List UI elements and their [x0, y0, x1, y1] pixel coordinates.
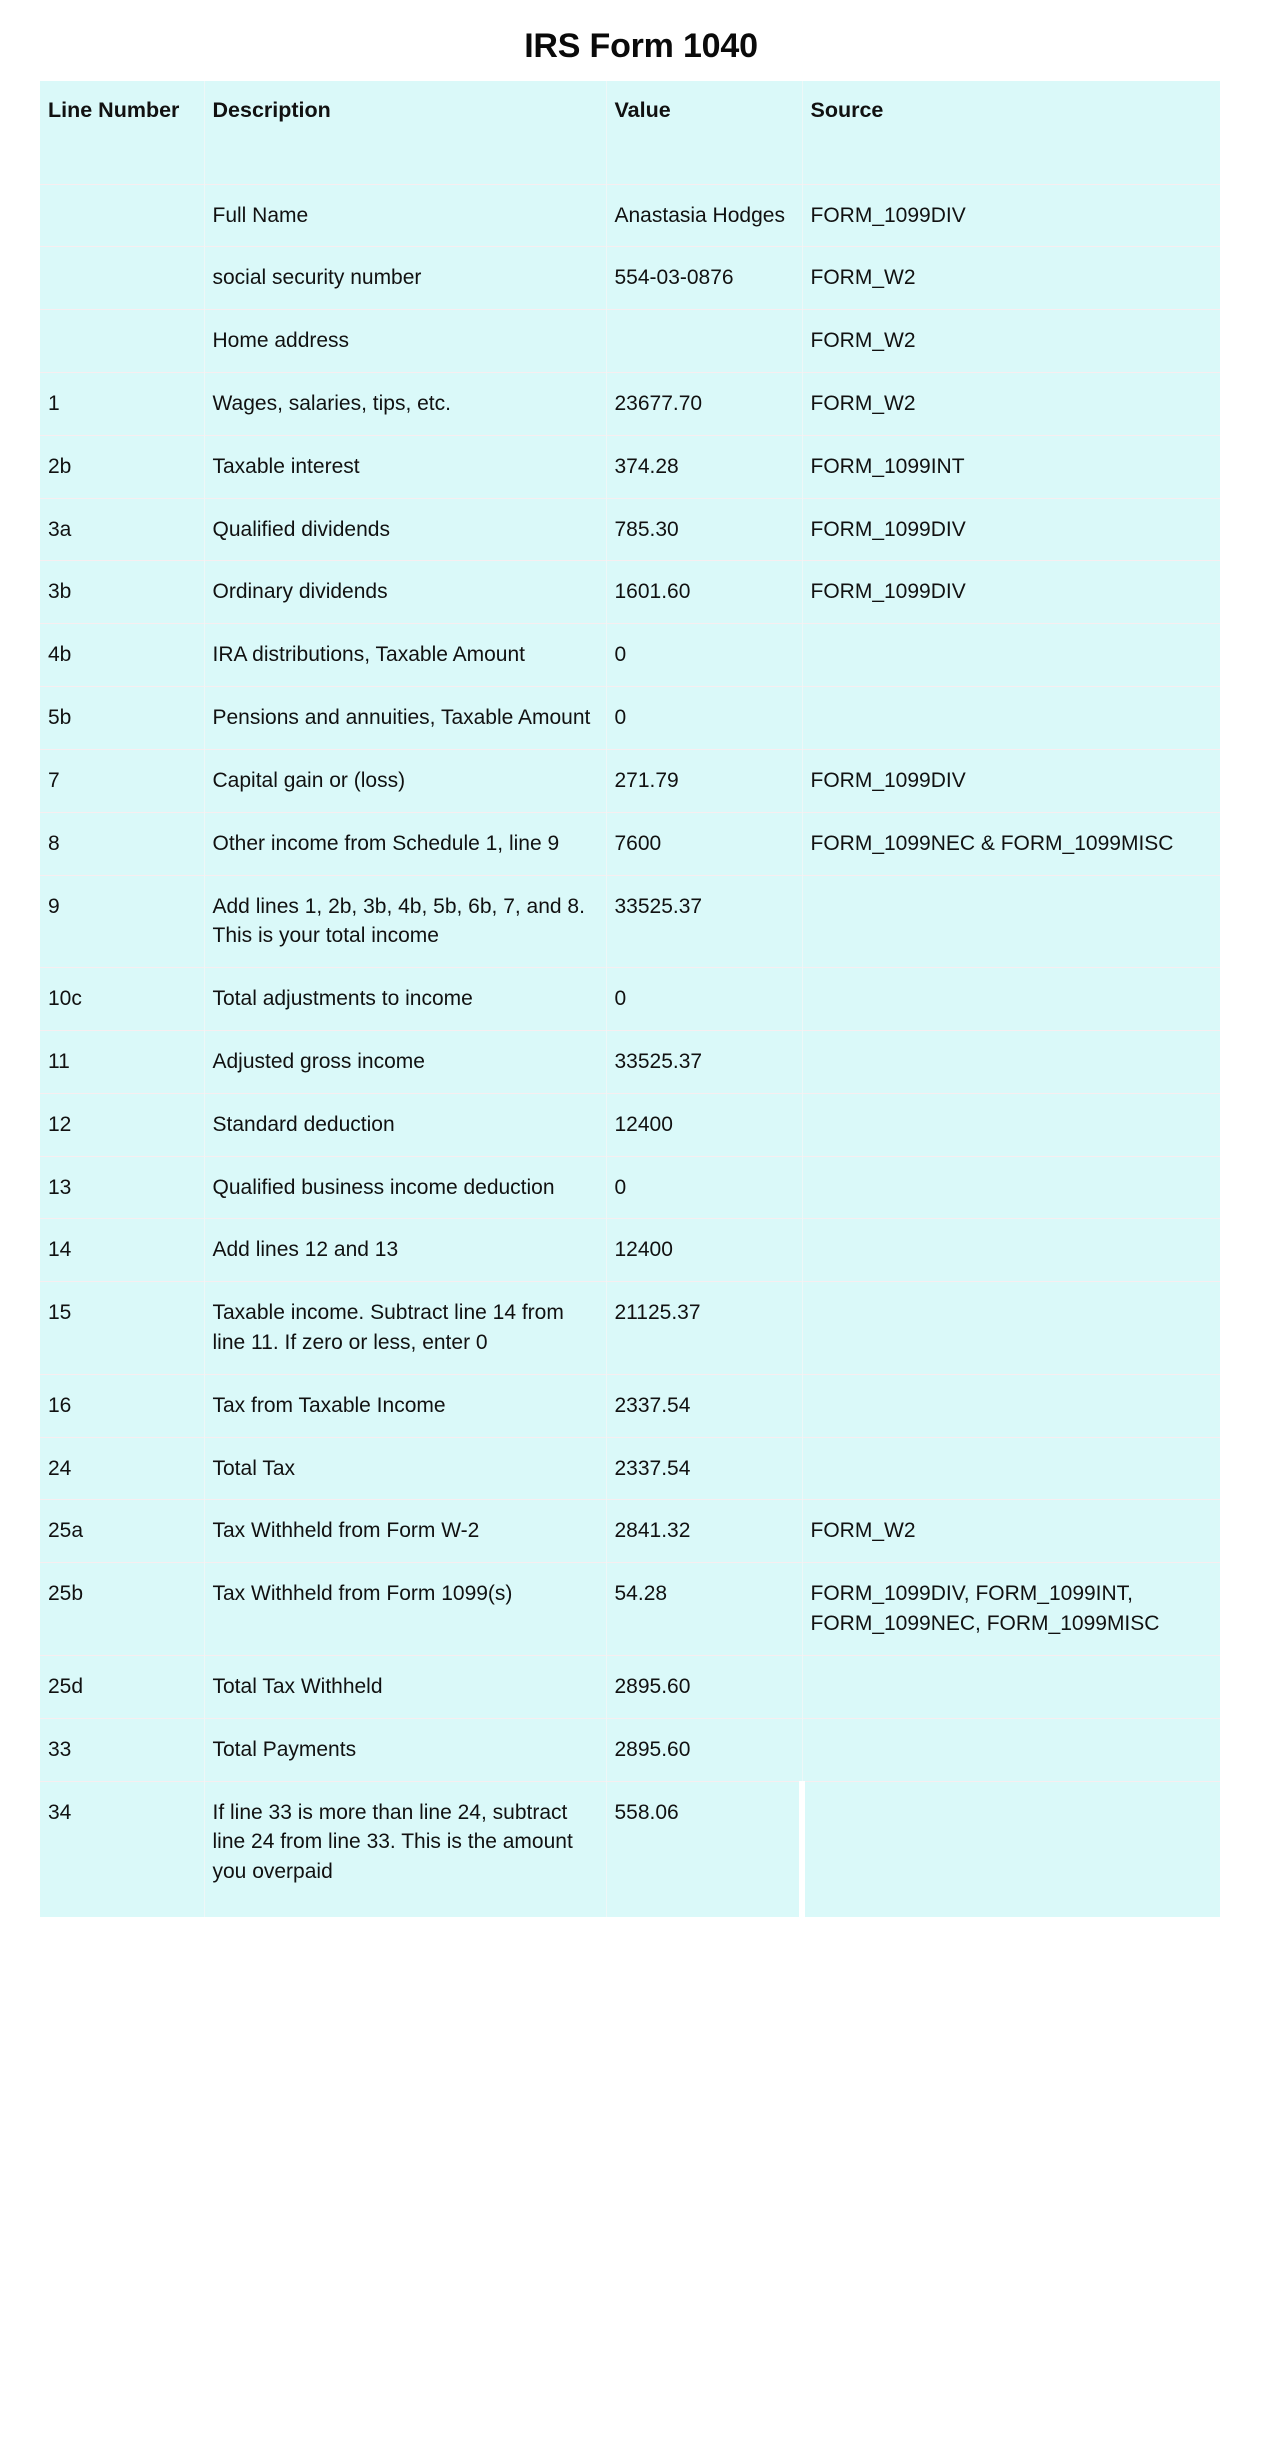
cell-line-number: 25b	[40, 1563, 204, 1656]
cell-description: Taxable interest	[204, 435, 606, 498]
cell-description: Tax Withheld from Form W-2	[204, 1500, 606, 1563]
cell-source	[802, 968, 1220, 1031]
table-row	[40, 247, 1220, 310]
cell-description: Full Name	[204, 184, 606, 247]
table-row	[40, 1718, 1220, 1781]
cell-source	[802, 875, 1220, 968]
cell-line-number: 1	[40, 373, 204, 436]
table-header-row	[40, 81, 1220, 184]
cell-description: Add lines 12 and 13	[204, 1219, 606, 1282]
cell-source: FORM_W2	[802, 1500, 1220, 1563]
cell-line-number: 34	[40, 1781, 204, 1917]
table-row	[40, 1374, 1220, 1437]
cell-description: Pensions and annuities, Taxable Amount	[204, 687, 606, 750]
cell-value: 0	[606, 687, 802, 750]
cell-value: 2841.32	[606, 1500, 802, 1563]
cell-source	[802, 1282, 1220, 1375]
cell-value: 21125.37	[606, 1282, 802, 1375]
table-row	[40, 184, 1220, 247]
cell-line-number: 13	[40, 1156, 204, 1219]
cell-line-number: 25a	[40, 1500, 204, 1563]
cell-value: 558.06	[606, 1781, 802, 1917]
cell-value: 1601.60	[606, 561, 802, 624]
cell-value: 2895.60	[606, 1655, 802, 1718]
table-row	[40, 875, 1220, 968]
cell-value: 7600	[606, 812, 802, 875]
cell-description: Total Tax Withheld	[204, 1655, 606, 1718]
cell-line-number: 25d	[40, 1655, 204, 1718]
cell-value: 0	[606, 968, 802, 1031]
cell-line-number	[40, 310, 204, 373]
table-row	[40, 1156, 1220, 1219]
cell-source: FORM_1099DIV	[802, 184, 1220, 247]
cell-line-number: 5b	[40, 687, 204, 750]
table-row	[40, 1781, 1220, 1917]
cell-description: Total Payments	[204, 1718, 606, 1781]
cell-description: Home address	[204, 310, 606, 373]
table-header	[40, 81, 1220, 184]
cell-source	[802, 1781, 1220, 1917]
cell-source	[802, 1718, 1220, 1781]
column-header-source: Source	[802, 81, 1220, 184]
cell-source: FORM_1099DIV	[802, 498, 1220, 561]
cell-line-number: 4b	[40, 624, 204, 687]
cell-description: Tax Withheld from Form 1099(s)	[204, 1563, 606, 1656]
table-row	[40, 1500, 1220, 1563]
cell-value: 0	[606, 1156, 802, 1219]
cell-value	[606, 310, 802, 373]
table-row	[40, 310, 1220, 373]
cell-description: Standard deduction	[204, 1093, 606, 1156]
cell-value: 271.79	[606, 749, 802, 812]
table-row	[40, 373, 1220, 436]
cell-line-number: 10c	[40, 968, 204, 1031]
cell-source: FORM_1099DIV	[802, 561, 1220, 624]
table-row	[40, 687, 1220, 750]
cell-line-number	[40, 184, 204, 247]
cell-description: Capital gain or (loss)	[204, 749, 606, 812]
table-row	[40, 1655, 1220, 1718]
cell-description: social security number	[204, 247, 606, 310]
table-row	[40, 749, 1220, 812]
table-row	[40, 498, 1220, 561]
cell-description: Adjusted gross income	[204, 1030, 606, 1093]
cell-line-number: 3a	[40, 498, 204, 561]
cell-line-number: 12	[40, 1093, 204, 1156]
cell-line-number: 16	[40, 1374, 204, 1437]
cell-line-number: 8	[40, 812, 204, 875]
cell-description: Taxable income. Subtract line 14 from line 11. If zero or less, enter 0	[204, 1282, 606, 1375]
table-row	[40, 561, 1220, 624]
table-row	[40, 1093, 1220, 1156]
cell-source: FORM_W2	[802, 310, 1220, 373]
column-header-line-number: Line Number	[40, 81, 204, 184]
cell-value: 2337.54	[606, 1437, 802, 1500]
cell-line-number: 3b	[40, 561, 204, 624]
cell-value: 0	[606, 624, 802, 687]
cell-description: Total Tax	[204, 1437, 606, 1500]
cell-description: If line 33 is more than line 24, subtract line 24 from line 33. This is the amount you overpaid	[204, 1781, 606, 1917]
cell-line-number: 7	[40, 749, 204, 812]
table-row	[40, 1282, 1220, 1375]
cell-source: FORM_1099DIV	[802, 749, 1220, 812]
cell-source	[802, 1219, 1220, 1282]
cell-line-number	[40, 247, 204, 310]
cell-value: Anastasia Hodges	[606, 184, 802, 247]
cell-line-number: 33	[40, 1718, 204, 1781]
cell-value: 785.30	[606, 498, 802, 561]
cell-value: 54.28	[606, 1563, 802, 1656]
cell-value: 12400	[606, 1093, 802, 1156]
cell-source: FORM_W2	[802, 247, 1220, 310]
cell-value: 33525.37	[606, 875, 802, 968]
cell-source	[802, 624, 1220, 687]
table-container	[0, 81, 1282, 1917]
cell-source	[802, 1030, 1220, 1093]
cell-value: 12400	[606, 1219, 802, 1282]
cell-value: 2895.60	[606, 1718, 802, 1781]
cell-source: FORM_W2	[802, 373, 1220, 436]
cell-description: Wages, salaries, tips, etc.	[204, 373, 606, 436]
column-header-description: Description	[204, 81, 606, 184]
cell-source	[802, 1156, 1220, 1219]
cell-description: Ordinary dividends	[204, 561, 606, 624]
cell-description: Other income from Schedule 1, line 9	[204, 812, 606, 875]
column-header-value: Value	[606, 81, 802, 184]
cell-source: FORM_1099INT	[802, 435, 1220, 498]
table-row	[40, 1563, 1220, 1656]
page-title: IRS Form 1040	[524, 27, 758, 65]
cell-line-number: 11	[40, 1030, 204, 1093]
cell-description: Qualified dividends	[204, 498, 606, 561]
cell-value: 23677.70	[606, 373, 802, 436]
cell-line-number: 15	[40, 1282, 204, 1375]
cell-description: Total adjustments to income	[204, 968, 606, 1031]
cell-value: 2337.54	[606, 1374, 802, 1437]
cell-source	[802, 687, 1220, 750]
cell-line-number: 2b	[40, 435, 204, 498]
cell-description: Qualified business income deduction	[204, 1156, 606, 1219]
table-row	[40, 1219, 1220, 1282]
cell-source: FORM_1099DIV, FORM_1099INT, FORM_1099NEC, FORM_1099MISC	[802, 1563, 1220, 1656]
cell-description: IRA distributions, Taxable Amount	[204, 624, 606, 687]
cell-source	[802, 1374, 1220, 1437]
table-row	[40, 968, 1220, 1031]
cell-source	[802, 1093, 1220, 1156]
table-row	[40, 624, 1220, 687]
cell-source: FORM_1099NEC & FORM_1099MISC	[802, 812, 1220, 875]
cell-line-number: 14	[40, 1219, 204, 1282]
cell-source	[802, 1655, 1220, 1718]
table-row	[40, 435, 1220, 498]
cell-line-number: 24	[40, 1437, 204, 1500]
cell-source	[802, 1437, 1220, 1500]
cell-description: Tax from Taxable Income	[204, 1374, 606, 1437]
cell-value: 554-03-0876	[606, 247, 802, 310]
cell-description: Add lines 1, 2b, 3b, 4b, 5b, 6b, 7, and 8. This is your total income	[204, 875, 606, 968]
table-row	[40, 1030, 1220, 1093]
cell-value: 374.28	[606, 435, 802, 498]
table-row	[40, 812, 1220, 875]
table-body	[40, 184, 1220, 1917]
cell-value: 33525.37	[606, 1030, 802, 1093]
form-1040-table	[40, 81, 1220, 1917]
cell-line-number: 9	[40, 875, 204, 968]
table-row	[40, 1437, 1220, 1500]
